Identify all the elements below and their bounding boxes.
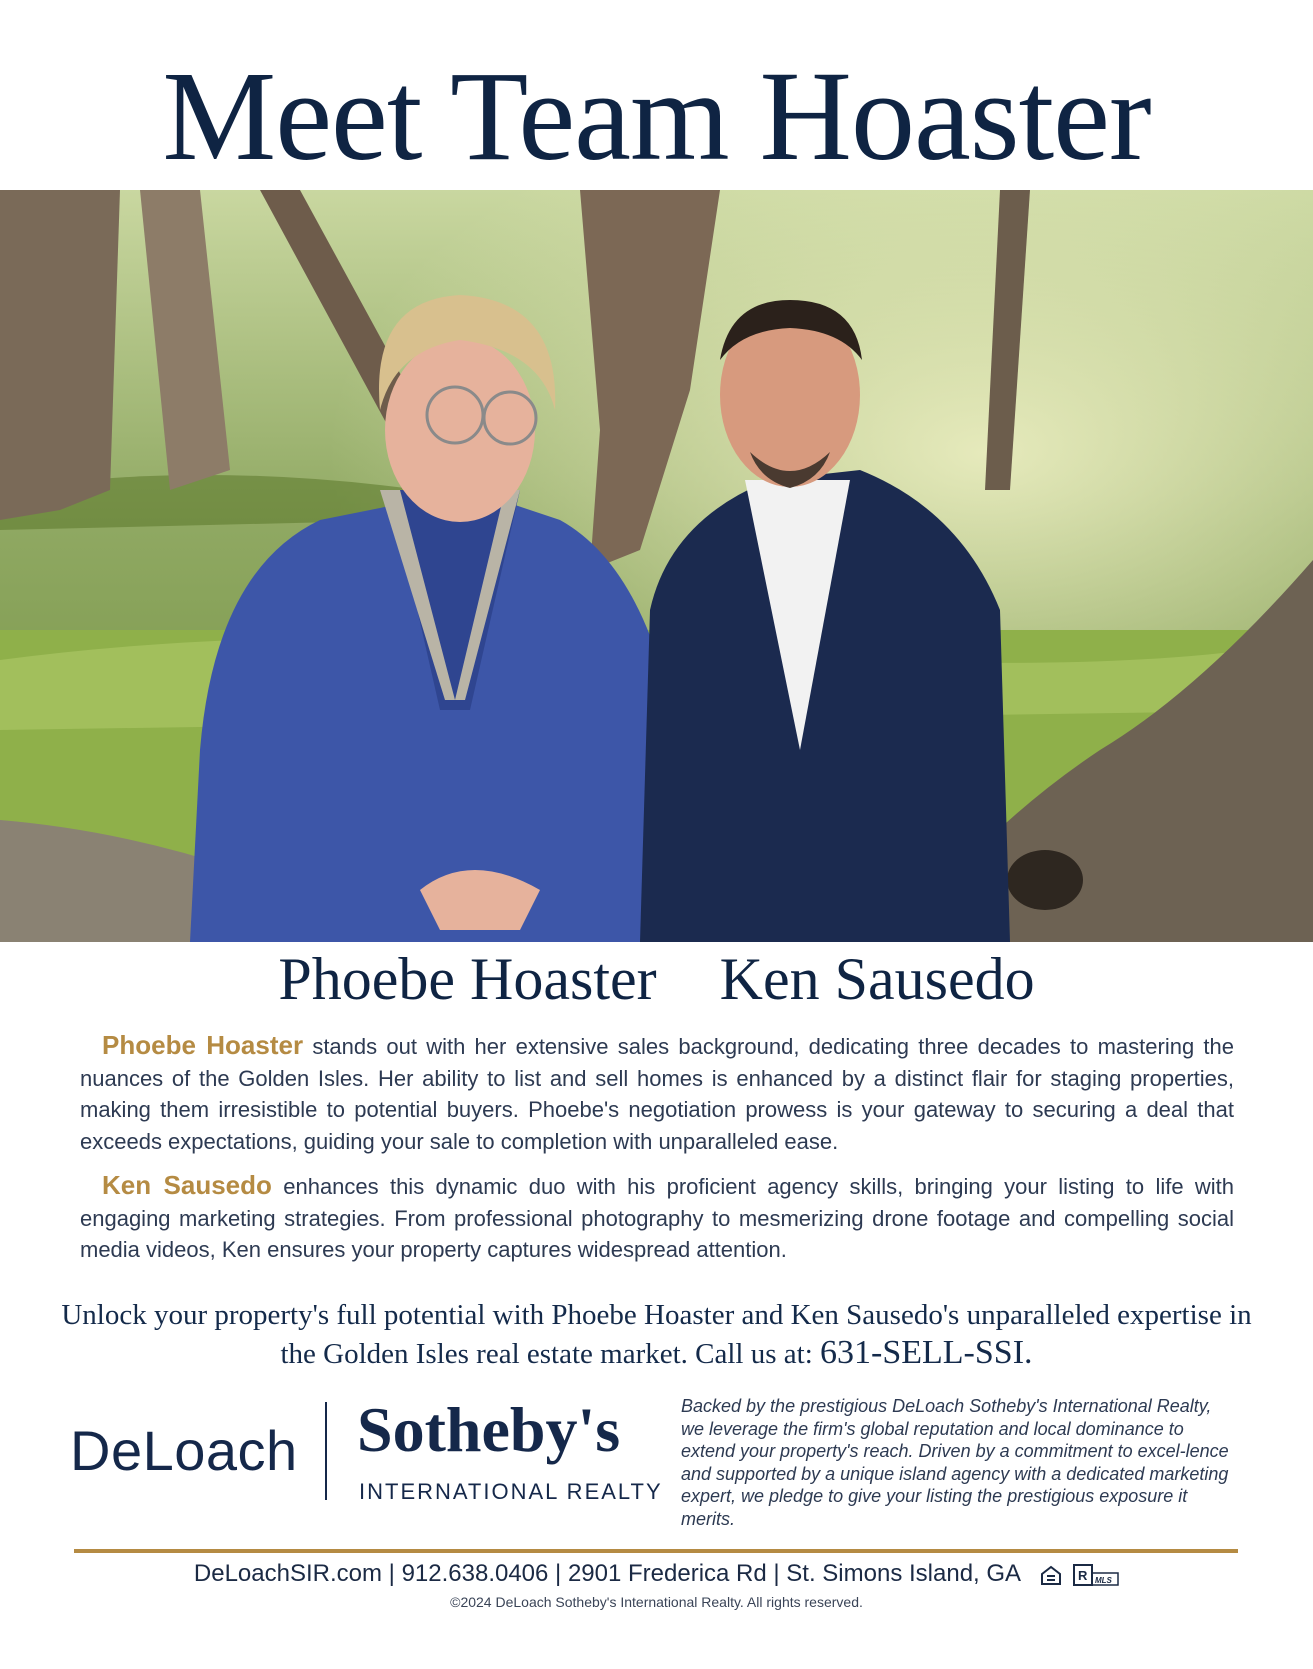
equal-housing-icon <box>1040 1564 1062 1586</box>
contact-line[interactable]: DeLoachSIR.com | 912.638.0406 | 2901 Frederica Rd | St. Simons Island, GA <box>193 1560 1020 1587</box>
bio-text: enhances this dynamic duo with his proficient agency skills, bringing your listing to life with engaging marketing strategies. From professional photography to mesmerizing drone footage and compelling social media videos, Ken ensures your property captures widespread attention. <box>80 1174 1234 1262</box>
team-photo <box>0 190 1313 942</box>
brokerage-statement: Backed by the prestigious DeLoach Sotheby's International Realty, we leverage the firm's global reputation and local dominance to extend your property's reach. Driven by a commitment to excel-lence and supported by a unique island agency with a dedicated marketing expert, we pledge to give your listing the prestigious exposure it merits. <box>681 1396 1229 1529</box>
agent-name-phoebe: Phoebe Hoaster <box>278 946 657 1012</box>
logo-divider <box>325 1402 327 1500</box>
deloach-logo: DeLoach <box>70 1419 298 1482</box>
bio-ken <box>80 1170 1234 1266</box>
svg-text:R: R <box>1078 1568 1088 1584</box>
sothebys-logo: Sotheby's <box>357 1394 621 1465</box>
bio-phoebe <box>80 1030 1234 1157</box>
footer-divider <box>74 1549 1238 1553</box>
bio-text: stands out with her extensive sales background, dedicating three decades to mastering the nuances of the Golden Isles. Her ability to list and sell homes is enhanced by a distinct flair for staging properties, making them irresistible to potential buyers. Phoebe's negotiation prowess is your gateway to securing a deal that exceeds expectations, guiding your sale to completion with unparalleled ease. <box>80 1034 1235 1154</box>
call-to-action <box>60 1296 1253 1373</box>
international-realty-label: INTERNATIONAL REALTY <box>359 1479 663 1504</box>
bio-lead-name: Phoebe Hoaster <box>102 1030 304 1060</box>
cta-text: Unlock your property's full potential with Phoebe Hoaster and Ken Sausedo's unparalleled expertise in the Golden Isles real estate market. Call us at: <box>61 1299 1252 1370</box>
realtor-mls-icon <box>1073 1564 1119 1586</box>
cta-phone[interactable]: 631-SELL-SSI. <box>820 1334 1033 1371</box>
bio-lead-name: Ken Sausedo <box>102 1170 272 1200</box>
footer-contact <box>0 1560 1313 1589</box>
page-headline: Meet Team Hoaster <box>162 45 1151 187</box>
copyright-notice: ©2024 DeLoach Sotheby's International Realty. All rights reserved. <box>450 1594 863 1610</box>
agent-name-ken: Ken Sausedo <box>719 946 1035 1012</box>
agent-names <box>0 946 1313 1012</box>
mls-label: MLS <box>1095 1576 1112 1586</box>
